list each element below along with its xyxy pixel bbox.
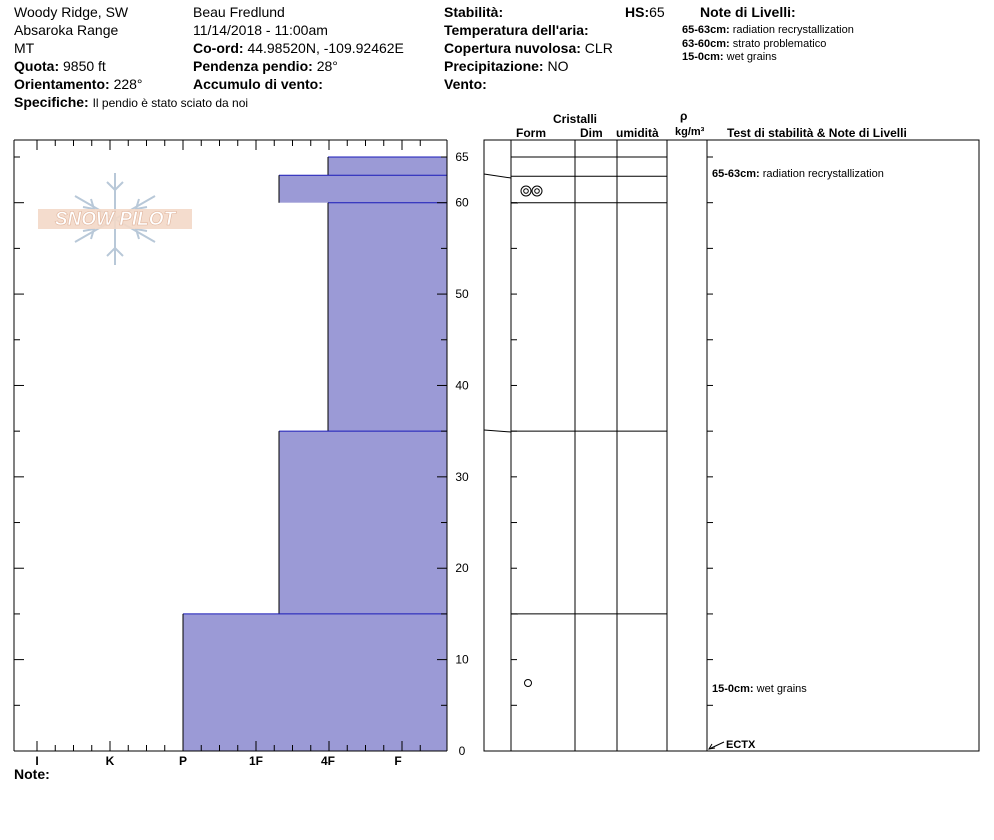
depth-tick-label: 40	[455, 378, 469, 393]
density-symbol: ρ	[680, 109, 688, 123]
form-header: Form	[516, 126, 546, 140]
depth-tick-label: 65	[455, 150, 469, 164]
aspect-value: 228°	[113, 76, 143, 92]
elevation-label: Quota:	[14, 58, 60, 74]
hardness-layer-3	[279, 431, 447, 614]
stability-label: Stabilità:	[444, 4, 504, 20]
note-label: Note:	[14, 766, 50, 782]
depth-tick-label: 0	[458, 744, 466, 758]
layer-note-3: 15-0cm: wet grains	[682, 51, 777, 63]
slope-label: Pendenza pendio:	[193, 58, 313, 74]
hardness-layer-2	[328, 203, 447, 431]
grain-symbol-rounding-2	[532, 186, 542, 196]
range: Absaroka Range	[14, 22, 119, 38]
datetime: 11/14/2018 - 11:00am	[193, 22, 328, 38]
hs-value: 65	[649, 4, 665, 20]
layer-note-1: 65-63cm: radiation recrystallization	[682, 24, 854, 36]
specifics-value: Il pendio è stato sciato da noi	[92, 96, 249, 110]
observer: Beau Fredlund	[193, 4, 285, 20]
depth-tick-label: 10	[455, 652, 469, 667]
tests-header: Test di stabilità & Note di Livelli	[727, 126, 907, 140]
connector-63	[484, 174, 511, 178]
hardness-label-F: F	[394, 754, 402, 768]
hardness-label-1F: 1F	[248, 754, 264, 768]
coords-value: 44.98520N, -109.92462E	[247, 40, 404, 56]
hs-label: HS:	[625, 4, 650, 20]
specifics-label: Specifiche:	[14, 94, 89, 110]
grain-symbol-rounding-1-inner	[524, 189, 529, 194]
hardness-label-P: P	[178, 754, 188, 768]
hardness-label-K: K	[105, 754, 115, 768]
crystal-panel-frame	[484, 140, 979, 751]
hardness-layer-1	[279, 175, 447, 202]
hardness-label-4F: 4F	[320, 754, 336, 768]
logo-text: SNOW PILOT	[54, 209, 176, 230]
layer-notes-title: Note di Livelli:	[700, 4, 796, 20]
size-header: Dim	[580, 126, 603, 140]
hardness-label-I: I	[35, 754, 39, 768]
test-result: ECTX	[726, 739, 756, 751]
coords-label: Co-ord:	[193, 40, 244, 56]
crystals-header: Cristalli	[553, 112, 598, 126]
air-temp-label: Temperatura dell'aria:	[444, 22, 589, 38]
grain-symbol-rounding-1	[521, 186, 531, 196]
precip-label: Precipitazione:	[444, 58, 544, 74]
grain-symbol-rounding-2-inner	[535, 189, 540, 194]
connector-35	[484, 430, 511, 432]
moisture-header: umidità	[616, 126, 659, 140]
right-note-top: 65-63cm: radiation recrystallization	[712, 168, 884, 180]
hardness-layer-4	[183, 614, 447, 751]
wind-loading-label: Accumulo di vento:	[193, 76, 323, 92]
location: Woody Ridge, SW	[14, 4, 129, 20]
cloud-value: CLR	[584, 40, 613, 56]
wind-label: Vento:	[444, 76, 487, 92]
precip-value: NO	[547, 58, 569, 74]
grain-symbol-wet	[525, 680, 532, 687]
depth-tick-label: 20	[455, 561, 469, 576]
layer-note-2: 63-60cm: strato problematico	[682, 38, 827, 50]
state: MT	[14, 40, 35, 56]
depth-tick-label: 30	[455, 469, 469, 484]
depth-tick-label: 50	[455, 287, 469, 302]
right-note-bottom: 15-0cm: wet grains	[712, 683, 807, 695]
snowpilot-logo	[38, 173, 192, 265]
hardness-layer-0	[328, 157, 447, 175]
depth-tick-label: 60	[455, 195, 469, 210]
density-unit: kg/m³	[675, 126, 705, 138]
aspect-label: Orientamento:	[14, 76, 110, 92]
slope-value: 28°	[316, 58, 338, 74]
cloud-label: Copertura nuvolosa:	[444, 40, 581, 56]
elevation-value: 9850 ft	[63, 58, 106, 74]
